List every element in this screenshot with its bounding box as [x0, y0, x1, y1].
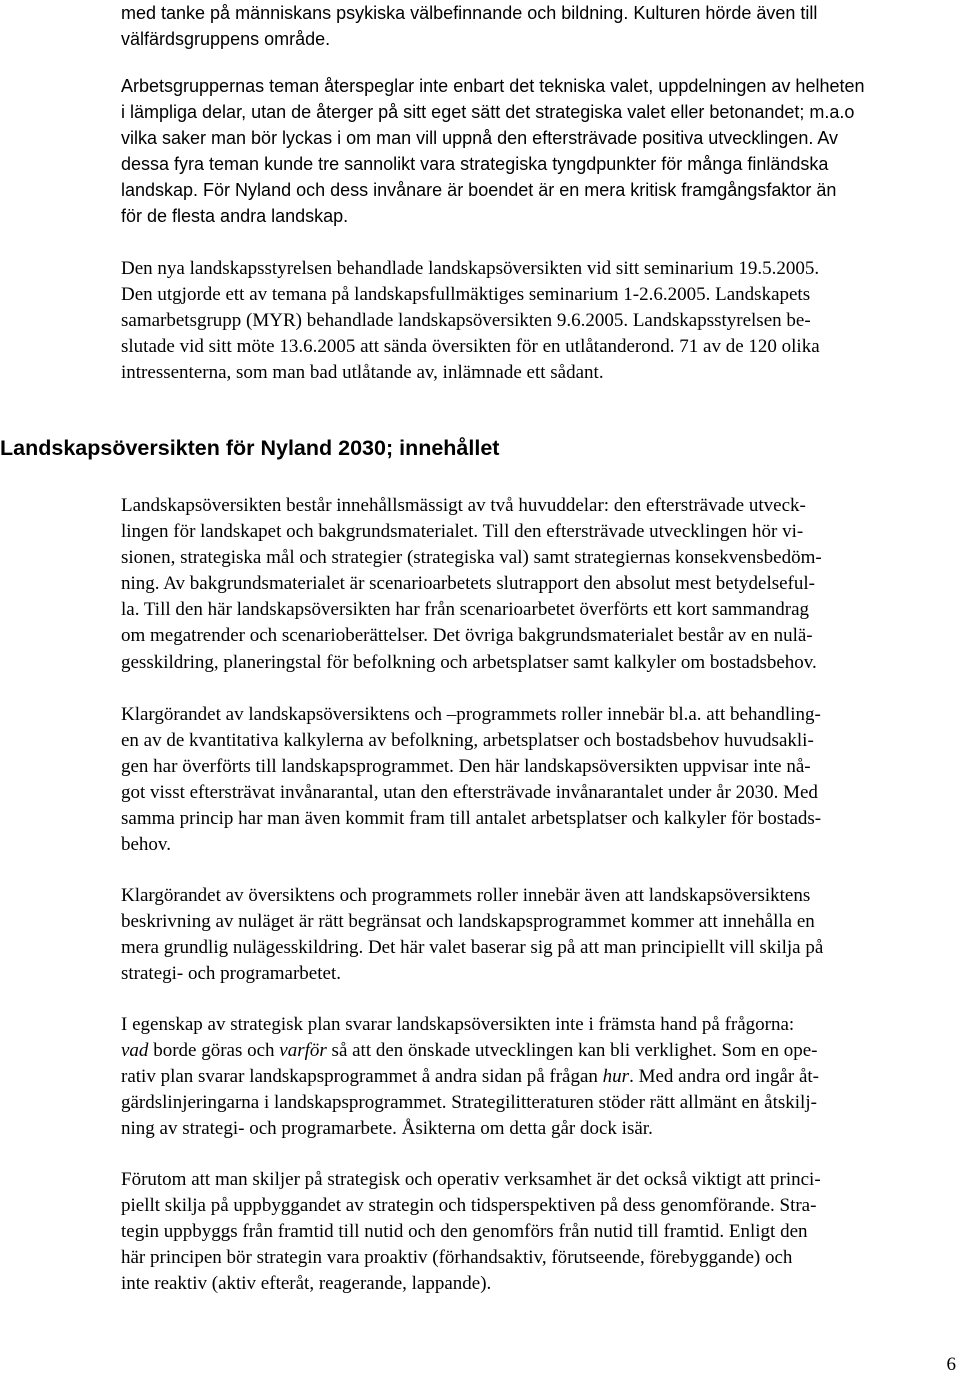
text-line: vilka saker man bör lyckas i om man vill uppnå den eftersträvade positiva utvecklingen. Av: [121, 128, 839, 149]
text-span: . Med andra ord ingår åt-: [629, 1066, 820, 1088]
text-line: lingen för landskapet och bakgrundsmaterialet. Till den eftersträvade utvecklingen hör vi-: [121, 521, 804, 543]
text-line: got visst eftersträvat invånarantal, utan den eftersträvade invånarantalet under år 2030. Med: [121, 782, 818, 804]
text-line: dessa fyra teman kunde tre sannolikt vara strategiska tyngdpunkter för många finländska: [121, 154, 829, 175]
text-span: så att den önskade utvecklingen kan bli verklighet. Som en ope-: [326, 1040, 818, 1062]
paragraph-behandling: [121, 256, 959, 386]
text-line: om megatrender och scenarioberättelser. Det övriga bakgrundsmaterialet består av en nulä-: [121, 625, 813, 647]
text-line: la. Till den här landskapsöversikten har från scenarioarbetet överförts ett kort sammandrag: [121, 599, 810, 621]
text-line: Arbetsgruppernas teman återspeglar inte enbart det tekniska valet, uppdelningen av helheten: [121, 76, 865, 96]
text-line: Landskapsöversikten består innehållsmässigt av två huvuddelar: den eftersträvade utveck-: [121, 495, 806, 516]
text-line: behov.: [121, 834, 171, 856]
text-line: med tanke på människans psykiska välbefinnande och bildning. Kulturen hörde även till: [121, 3, 818, 23]
emphasis-varfor: varför: [279, 1040, 327, 1062]
text-line: i lämpliga delar, utan de återger på sitt eget sätt det strategiska valet eller betonandet; m.a.o: [121, 102, 855, 123]
text-line: välfärdsgruppens område.: [121, 29, 331, 50]
text-line: tegin uppbyggs från framtid till nutid och den genomförs från nutid till framtid. Enligt den: [121, 1221, 808, 1243]
text-line: I egenskap av strategisk plan svarar landskapsöversikten inte i främsta hand på frågorna:: [121, 1014, 795, 1035]
text-line: strategi- och programarbetet.: [121, 963, 341, 985]
text-line: ning av strategi- och programarbete. Åsikterna om detta går dock isär.: [121, 1118, 653, 1140]
text-line: gärdslinjeringarna i landskapsprogrammet. Strategilitteraturen stöder rätt allmänt en åtskilj-: [121, 1092, 817, 1114]
text-line: inte reaktiv (aktiv efteråt, reagerande, lappande).: [121, 1273, 492, 1295]
text-line: Klargörandet av landskapsöversiktens och –programmets roller innebär bl.a. att behandling-: [121, 704, 821, 725]
text-line: för de flesta andra landskap.: [121, 206, 349, 227]
text-line: en av de kvantitativa kalkylerna av befolkning, arbetsplatser och bostadsbehov huvudsakli-: [121, 730, 814, 752]
text-line: sionen, strategiska mål och strategier (strategiska val) samt strategiernas konsekvensbedöm-: [121, 547, 822, 569]
paragraph-strategisk-plan: [121, 1012, 959, 1142]
text-line: Klargörandet av översiktens och programmets roller innebär även att landskapsöversiktens: [121, 885, 811, 906]
text-span: borde göras och: [148, 1040, 280, 1062]
text-line: gesskildring, planeringstal för befolkning och arbetsplatser samt kalkyler om bostadsbehov.: [121, 651, 817, 673]
text-line: beskrivning av nuläget är rätt begränsat och landskapsprogrammet kommer att innehålla en: [121, 911, 815, 933]
page-number: 6: [946, 1354, 956, 1375]
text-line: här principen bör strategin vara proaktiv (förhandsaktiv, förutseende, förebyggande) och: [121, 1247, 793, 1269]
paragraph-innehall: [121, 493, 959, 676]
text-line: samarbetsgrupp (MYR) behandlade landskapsöversikten 9.6.2005. Landskapsstyrelsen be-: [121, 310, 811, 332]
text-line: mera grundlig nulägesskildring. Det här valet baserar sig på att man principiellt vill skilja på: [121, 937, 824, 959]
text-line: samma princip har man även kommit fram till antalet arbetsplatser och kalkyler för bostads-: [121, 808, 822, 830]
text-line: gen har överförts till landskapsprogrammet. Den här landskapsöversikten uppvisar inte nå-: [121, 756, 811, 778]
text-line: [121, 1064, 959, 1090]
paragraph-teman: [121, 73, 959, 230]
text-span: rativ plan svarar landskapsprogrammet å andra sidan på frågan: [121, 1066, 603, 1088]
emphasis-vad: vad: [121, 1040, 149, 1062]
text-line: slutade vid sitt möte 13.6.2005 att sända översikten för en utlåtanderond. 71 av de 120 olika: [121, 336, 820, 358]
paragraph-klargorandet-oversikt: [121, 883, 959, 987]
section-heading: Landskapsöversikten för Nyland 2030; innehållet: [0, 436, 500, 460]
paragraph-klargorandet-program: [121, 702, 959, 859]
paragraph-forutom: [121, 1167, 959, 1297]
text-line: intressenterna, som man bad utlåtande av, inlämnade ett sådant.: [121, 362, 604, 384]
text-line: Den utgjorde ett av temana på landskapsfullmäktiges seminarium 1-2.6.2005. Landskapets: [121, 284, 811, 306]
text-line: [121, 1038, 959, 1064]
text-line: piellt skilja på uppbyggandet av strategin och tidsperspektiven på dess genomförande. Stra-: [121, 1195, 817, 1217]
paragraph-kulturen: [121, 0, 959, 52]
text-line: landskap. För Nyland och dess invånare är boendet är en mera kritisk framgångsfaktor än: [121, 180, 837, 201]
text-line: ning. Av bakgrundsmaterialet är scenarioarbetets slutrapport den absolut mest betydelseful-: [121, 573, 815, 595]
text-line: Förutom att man skiljer på strategisk och operativ verksamhet är det också viktigt att princi-: [121, 1169, 821, 1190]
text-line: Den nya landskapsstyrelsen behandlade landskapsöversikten vid sitt seminarium 19.5.2005.: [121, 258, 820, 279]
emphasis-hur: hur: [602, 1066, 630, 1088]
